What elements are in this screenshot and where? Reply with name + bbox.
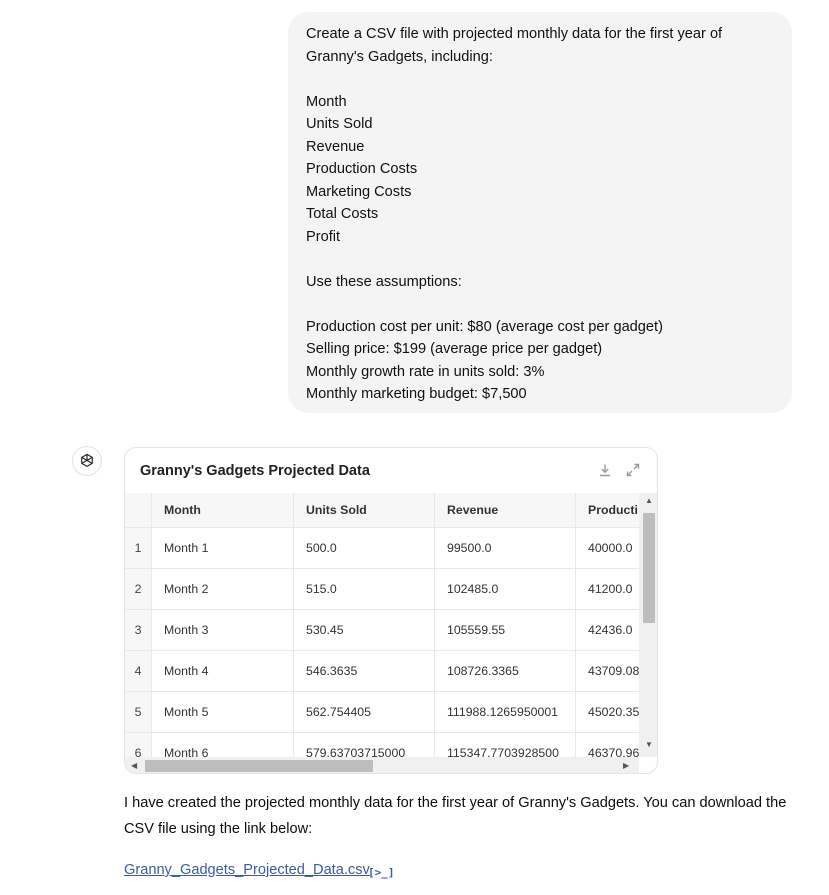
user-message-line: Profit xyxy=(306,228,341,245)
openai-logo-icon xyxy=(78,452,96,470)
row-index-cell: 4 xyxy=(125,651,152,691)
scroll-right-arrow-icon[interactable]: ▶ xyxy=(623,761,630,770)
table-cell: Month 3 xyxy=(152,610,294,650)
download-icon[interactable] xyxy=(597,462,613,478)
user-message-blank-line xyxy=(306,68,774,91)
horizontal-scrollbar[interactable] xyxy=(125,757,639,774)
assistant-avatar xyxy=(72,446,102,476)
table-row xyxy=(125,569,639,610)
vertical-scroll-thumb[interactable] xyxy=(643,513,655,623)
table-cell: Month 2 xyxy=(152,569,294,609)
row-index-cell: 6 xyxy=(125,733,152,757)
row-index-cell: 5 xyxy=(125,692,152,732)
user-message-line: Total Costs xyxy=(306,206,379,222)
table-cell: 41200.0 xyxy=(576,569,639,609)
scroll-up-arrow-icon[interactable]: ▲ xyxy=(645,496,653,505)
user-message-line: Selling price: $199 (average price per gadget) xyxy=(306,341,603,357)
table-cell: 105559.55 xyxy=(435,610,576,650)
table-cell: 115347.7703928500 xyxy=(435,733,576,757)
table-cell: 500.0 xyxy=(294,528,435,568)
table-cell: 579.63703715000 xyxy=(294,733,435,757)
table-row xyxy=(125,528,639,569)
user-message-line: Units Sold xyxy=(306,116,373,132)
user-message-blank-line xyxy=(306,248,774,271)
table-cell: 108726.3365 xyxy=(435,651,576,691)
user-message-text xyxy=(306,23,774,406)
vertical-scrollbar[interactable] xyxy=(639,493,658,757)
user-message-line: Granny's Gadgets, including: xyxy=(306,48,493,65)
table-cell: 45020.35 xyxy=(576,692,639,732)
table-cell: 102485.0 xyxy=(435,569,576,609)
user-message-line: Use these assumptions: xyxy=(306,273,462,290)
column-header: Revenue xyxy=(435,493,576,527)
table-header-bar xyxy=(125,448,657,494)
table-cell: Month 1 xyxy=(152,528,294,568)
table-cell: 546.3635 xyxy=(294,651,435,691)
scroll-down-arrow-icon[interactable]: ▼ xyxy=(645,740,653,749)
column-header: Producti xyxy=(576,493,639,527)
table-cell: 99500.0 xyxy=(435,528,576,568)
data-table-card xyxy=(124,447,658,774)
column-header: Units Sold xyxy=(294,493,435,527)
table-cell: 43709.08 xyxy=(576,651,639,691)
user-message-line: Create a CSV file with projected monthly data for the first year of xyxy=(306,26,723,42)
csv-download-link[interactable]: Granny_Gadgets_Projected_Data.csv xyxy=(124,862,370,878)
user-message-bubble xyxy=(288,12,792,413)
assistant-response-text: I have created the projected monthly data for the first year of Granny's Gadgets. You can download the CSV file using the link below: xyxy=(124,795,787,837)
table-cell: 562.754405 xyxy=(294,692,435,732)
user-message-line: Production Costs xyxy=(306,161,418,177)
table-cell: Month 5 xyxy=(152,692,294,732)
table-cell: 111988.1265950001 xyxy=(435,692,576,732)
table-cell: Month 4 xyxy=(152,651,294,691)
table-header-row xyxy=(125,493,639,528)
table-row xyxy=(125,610,639,651)
table-cell: 40000.0 xyxy=(576,528,639,568)
table-cell: 42436.0 xyxy=(576,610,639,650)
table-viewport[interactable] xyxy=(125,493,639,757)
user-message-line: Marketing Costs xyxy=(306,183,412,200)
user-message-line: Revenue xyxy=(306,138,365,155)
user-message-line: Month xyxy=(306,93,347,110)
horizontal-scroll-thumb[interactable] xyxy=(145,760,373,772)
user-message-line: Monthly growth rate in units sold: 3% xyxy=(306,363,545,380)
expand-icon[interactable] xyxy=(625,462,641,478)
data-grid xyxy=(125,493,639,757)
row-index-header xyxy=(125,493,152,527)
table-cell: 46370.96 xyxy=(576,733,639,757)
user-message-line: Production cost per unit: $80 (average cost per gadget) xyxy=(306,318,663,335)
row-index-cell: 2 xyxy=(125,569,152,609)
table-cell: Month 6 xyxy=(152,733,294,757)
table-cell: 530.45 xyxy=(294,610,435,650)
table-row xyxy=(125,692,639,733)
row-index-cell: 3 xyxy=(125,610,152,650)
scroll-left-arrow-icon[interactable]: ◀ xyxy=(131,761,138,770)
table-cell: 515.0 xyxy=(294,569,435,609)
row-index-cell: 1 xyxy=(125,528,152,568)
code-interpreter-icon[interactable]: [>_] xyxy=(368,866,395,879)
user-message-blank-line xyxy=(306,293,774,316)
table-row xyxy=(125,733,639,757)
user-message-line: Monthly marketing budget: $7,500 xyxy=(306,386,527,402)
column-header: Month xyxy=(152,493,294,527)
table-row xyxy=(125,651,639,692)
table-title: Granny's Gadgets Projected Data xyxy=(140,463,370,479)
